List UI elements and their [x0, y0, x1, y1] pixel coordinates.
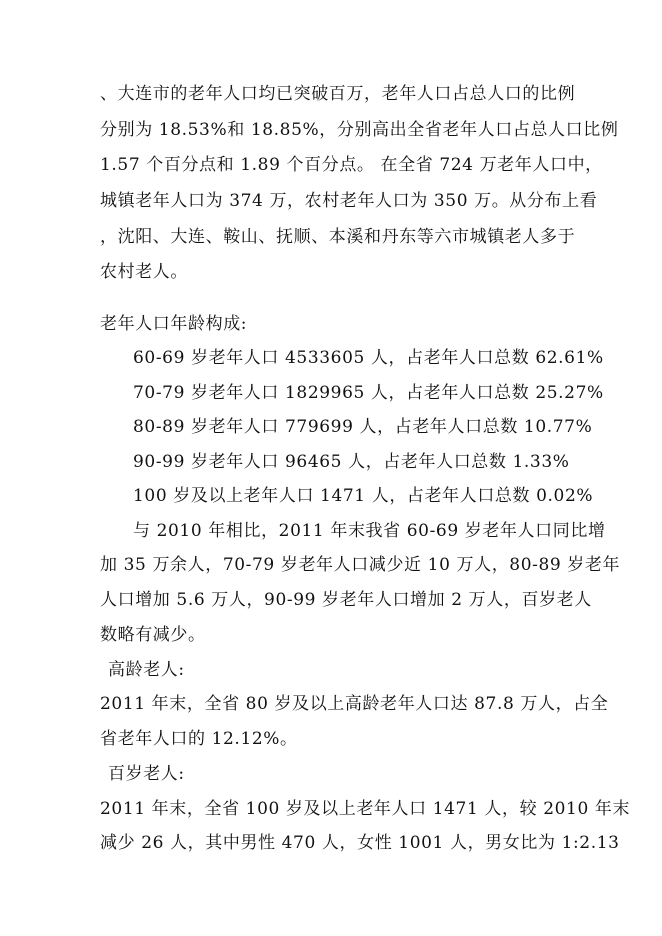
comparison-line: 加 35 万余人，70-79 岁老年人口减少近 10 万人，80-89 岁老年: [100, 555, 621, 575]
age-item: 70-79 岁老年人口 1829965 人，占老年人口总数 25.27%: [133, 383, 604, 403]
age-item: 60-69 岁老年人口 4533605 人，占老年人口总数 62.61%: [133, 348, 604, 368]
paragraph-line: 农村老人。: [100, 262, 188, 282]
centenarian-heading: 百岁老人:: [108, 764, 185, 784]
comparison-line: 人口增加 5.6 万人，90-99 岁老年人口增加 2 万人，百岁老人: [100, 590, 592, 610]
centenarian-text-line: 减少 26 人，其中男性 470 人，女性 1001 人，男女比为 1:2.13: [100, 833, 620, 853]
age-composition-heading: 老年人口年龄构成:: [100, 314, 248, 334]
age-item: 90-99 岁老年人口 96465 人，占老年人口总数 1.33%: [133, 452, 570, 472]
age-item: 80-89 岁老年人口 779699 人，占老年人口总数 10.77%: [133, 417, 593, 437]
paragraph-line: ，沈阳、大连、鞍山、抚顺、本溪和丹东等六市城镇老人多于: [100, 227, 576, 247]
senior-text-line: 2011 年末，全省 80 岁及以上高龄老年人口达 87.8 万人，占全: [100, 694, 609, 714]
paragraph-line: 城镇老年人口为 374 万，农村老年人口为 350 万。从分布上看: [100, 191, 598, 211]
senior-text-line: 省老年人口的 12.12%。: [100, 729, 298, 749]
centenarian-text-line: 2011 年末，全省 100 岁及以上老年人口 1471 人，较 2010 年末: [100, 799, 631, 819]
paragraph-line: 分别为 18.53%和 18.85%，分别高出全省老年人口占总人口比例: [100, 120, 619, 140]
paragraph-line: 、大连市的老年人口均已突破百万，老年人口占总人口的比例: [100, 84, 576, 104]
age-item: 100 岁及以上老年人口 1471 人，占老年人口总数 0.02%: [133, 486, 594, 506]
paragraph-line: 1.57 个百分点和 1.89 个百分点。 在全省 724 万老年人口中，: [100, 155, 603, 175]
comparison-line: 与 2010 年相比，2011 年末我省 60-69 岁老年人口同比增: [133, 521, 606, 541]
senior-heading: 高龄老人:: [108, 660, 185, 680]
comparison-line: 数略有减少。: [100, 625, 206, 645]
